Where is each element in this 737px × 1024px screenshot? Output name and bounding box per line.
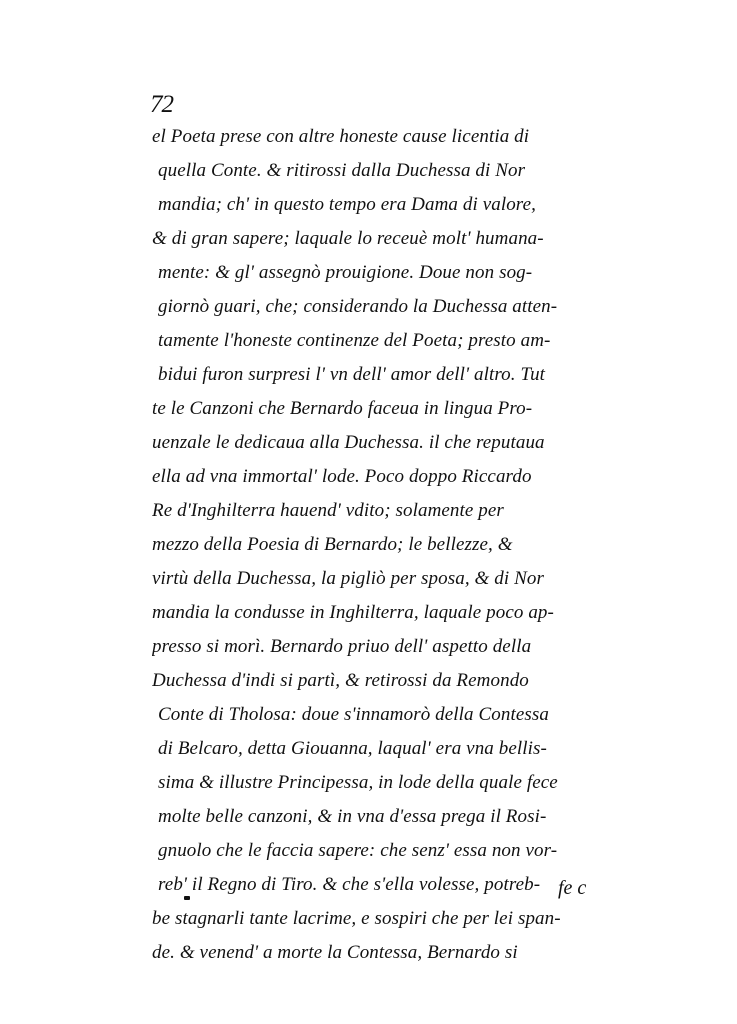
text-line: virtù della Duchessa, la pigliò per sposa, & di Nor bbox=[152, 568, 544, 589]
text-line: te le Canzoni che Bernardo faceua in lingua Pro- bbox=[152, 398, 533, 419]
page-number: 72 bbox=[150, 91, 173, 118]
text-line: giornò guari, che; considerando la Duchessa atten- bbox=[158, 296, 558, 317]
text-line: Duchessa d'indi si partì, & retirossi da Remondo bbox=[152, 670, 529, 691]
text-line: sima & illustre Principessa, in lode della quale fece bbox=[158, 772, 558, 793]
text-line: tamente l'honeste continenze del Poeta; presto am- bbox=[158, 330, 551, 351]
text-line: mandia; ch' in questo tempo era Dama di valore, bbox=[158, 194, 536, 215]
text-line: Re d'Inghilterra hauend' vdito; solamente per bbox=[152, 500, 504, 521]
text-line: mente: & gl' assegnò prouigione. Doue non sog- bbox=[158, 262, 533, 283]
text-line: quella Conte. & ritirossi dalla Duchessa di Nor bbox=[158, 160, 526, 181]
text-line: de. & venend' a morte la Contessa, Bernardo si bbox=[152, 942, 518, 963]
text-line: el Poeta prese con altre honeste cause licentia di bbox=[152, 126, 530, 147]
body-text bbox=[152, 120, 604, 970]
text-line: di Belcaro, detta Giouanna, laqual' era vna bellis- bbox=[158, 738, 547, 759]
text-line: & di gran sapere; laquale lo receuè molt' humana- bbox=[152, 228, 544, 249]
text-line: molte belle canzoni, & in vna d'essa prega il Rosi- bbox=[158, 806, 547, 827]
text-line: gnuolo che le faccia sapere: che senz' essa non vor- bbox=[158, 840, 558, 861]
text-line: bidui furon surpresi l' vn dell' amor dell' altro. Tut bbox=[158, 364, 546, 385]
text-line: reb' il Regno di Tiro. & che s'ella volesse, potreb- bbox=[158, 874, 541, 895]
catchword: fe c bbox=[558, 877, 587, 899]
text-line: mezzo della Poesia di Bernardo; le bellezze, & bbox=[152, 534, 513, 555]
text-line: presso si morì. Bernardo priuo dell' aspetto della bbox=[152, 636, 532, 657]
text-line: uenzale le dedicaua alla Duchessa. il che reputaua bbox=[152, 432, 545, 453]
text-line: mandia la condusse in Inghilterra, laquale poco ap- bbox=[152, 602, 554, 623]
text-line: ella ad vna immortal' lode. Poco doppo Riccardo bbox=[152, 466, 532, 487]
text-line: be stagnarli tante lacrime, e sospiri che per lei span- bbox=[152, 908, 561, 929]
ink-mark bbox=[184, 896, 190, 900]
text-line: Conte di Tholosa: doue s'innamorò della Contessa bbox=[158, 704, 549, 725]
